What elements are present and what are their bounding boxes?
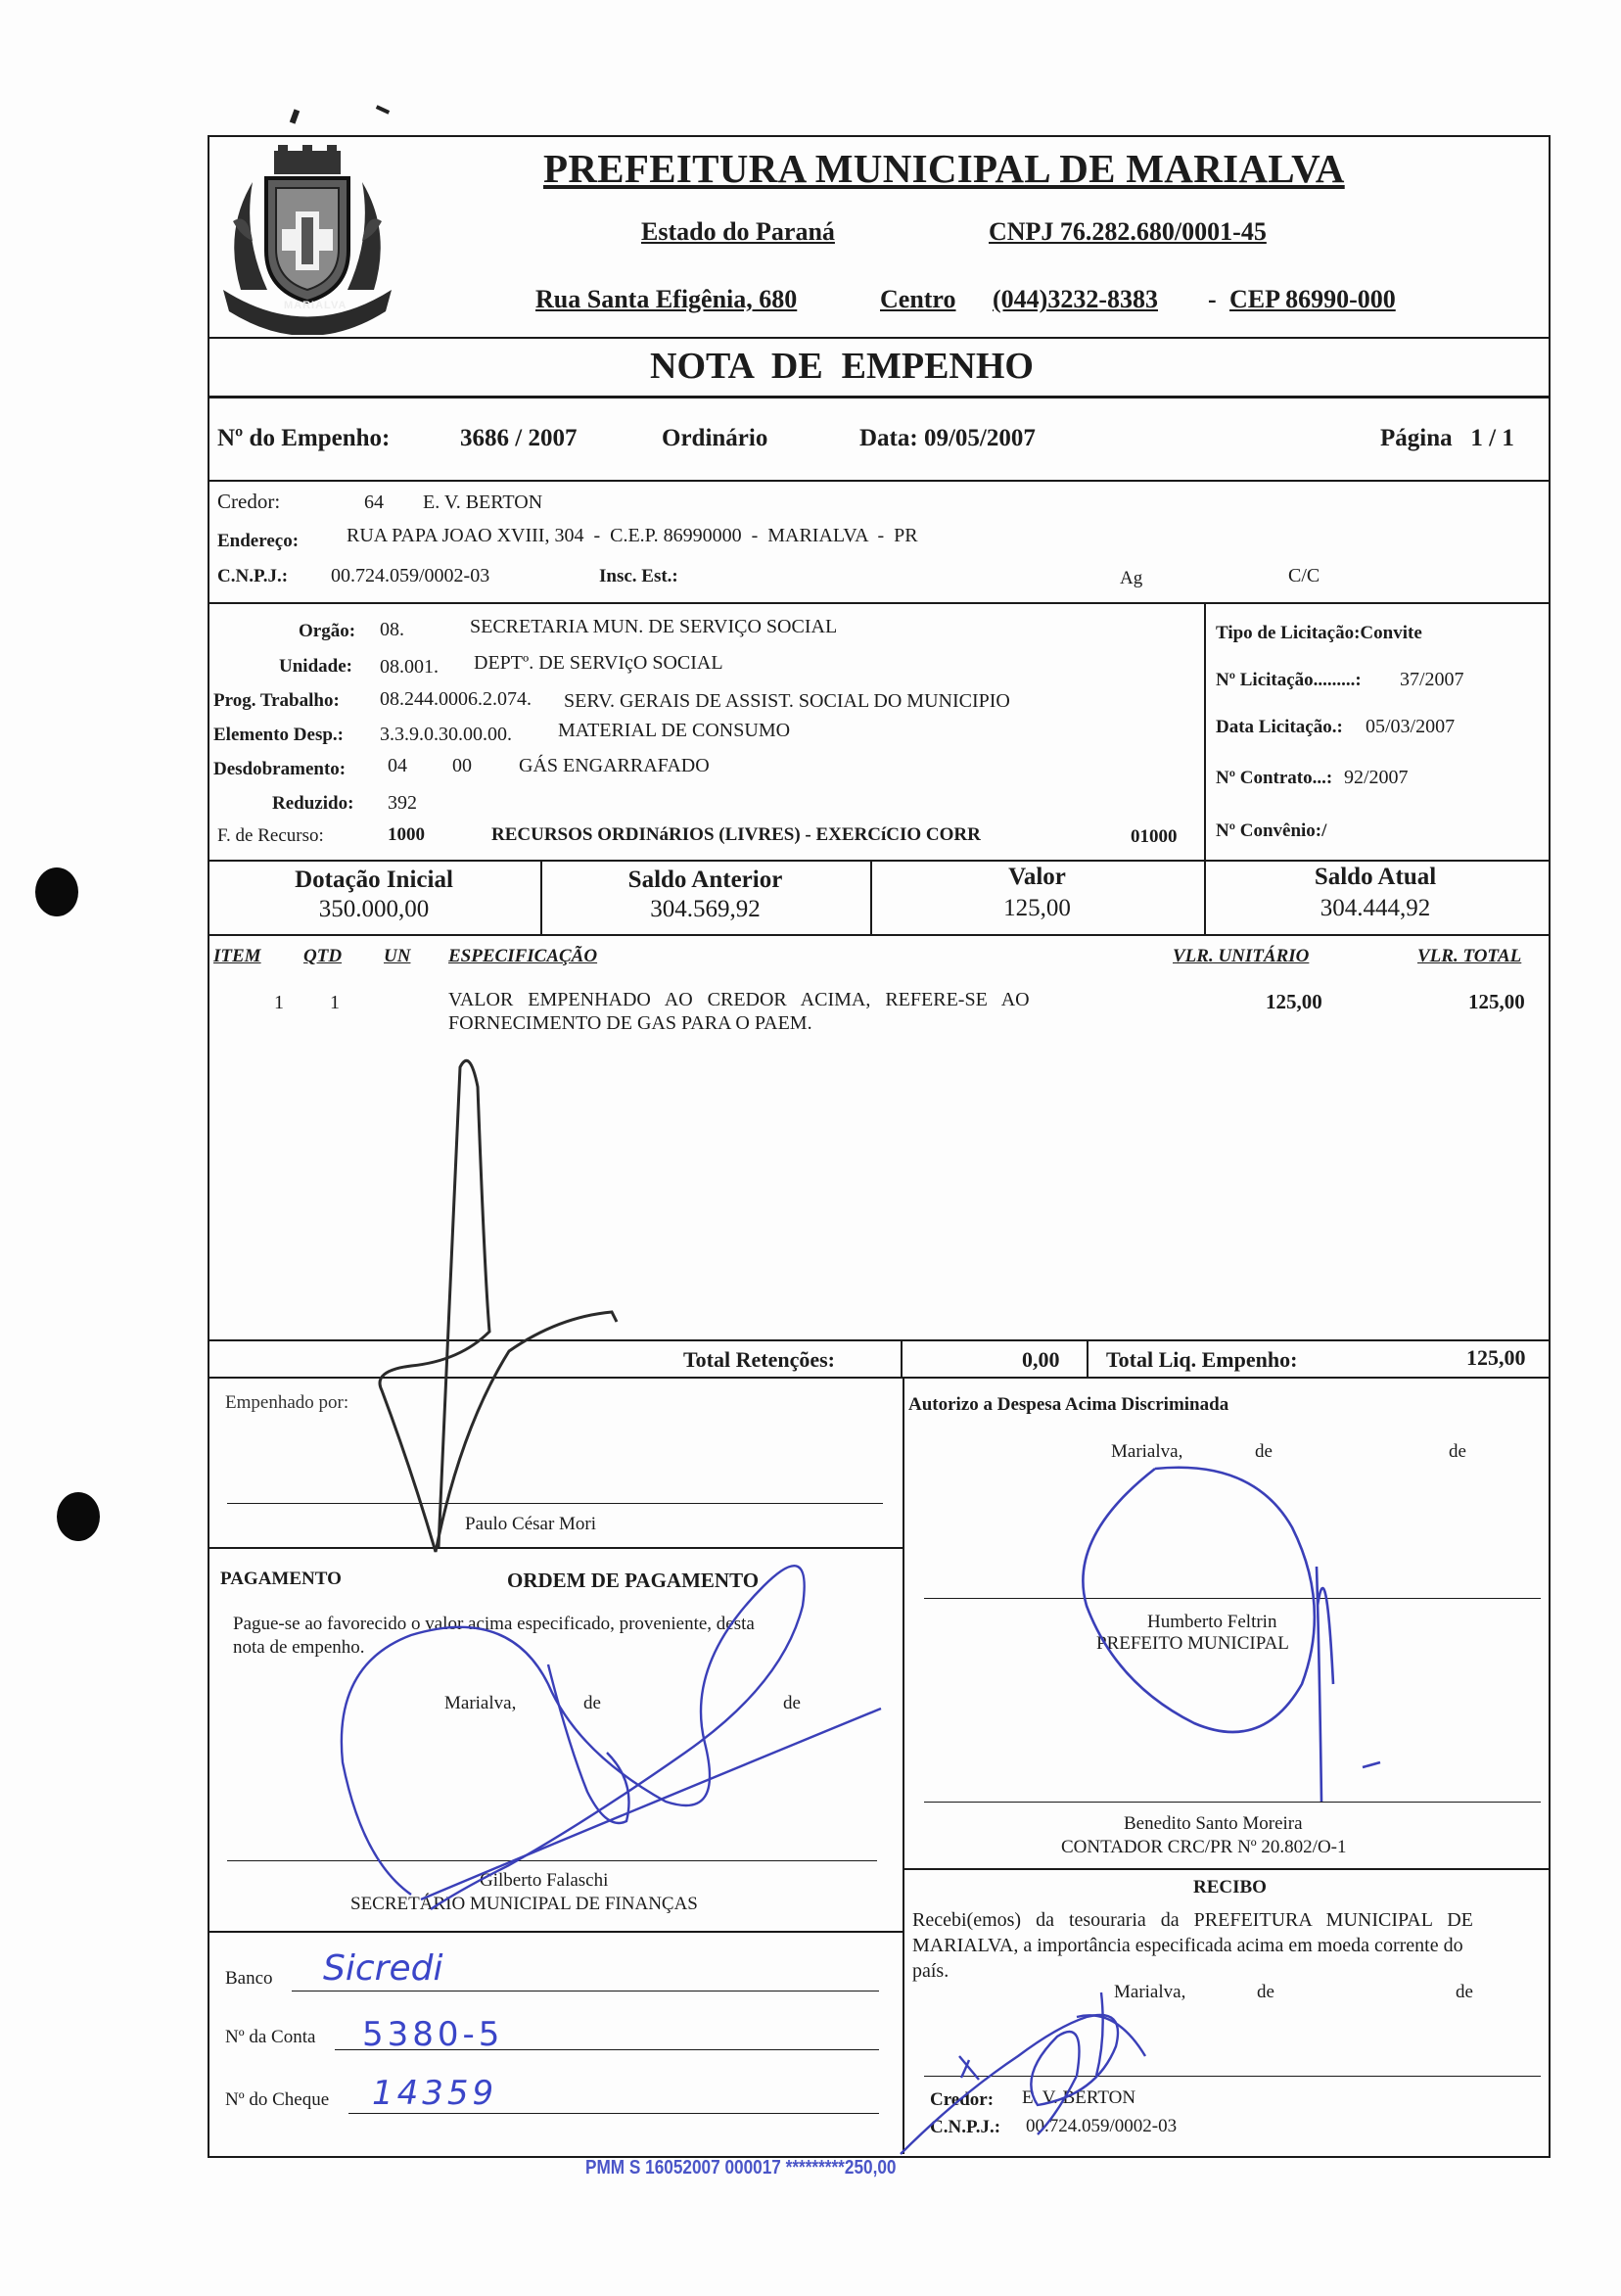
recibo-line2: MARIALVA, a importância especificada acima em moeda corrente do [912, 1935, 1463, 1956]
credor-cnpj: 00.724.059/0002-03 [331, 565, 490, 586]
municipality-title: PREFEITURA MUNICIPAL DE MARIALVA [543, 146, 1345, 191]
empenho-number: 3686 / 2007 [460, 425, 578, 451]
signature-prefeito [1083, 1468, 1380, 1802]
credor-address: RUA PAPA JOAO XVIII, 304 - C.E.P. 86990000 - MARIALVA - PR [347, 525, 918, 546]
elemento-code: 3.3.9.0.30.00.00. [380, 724, 512, 745]
recibo-place: Marialva, [1114, 1982, 1186, 2002]
credor-label: Credor: [217, 490, 281, 513]
municipal-neighborhood: Centro [880, 285, 956, 313]
desdobramento-name: GÁS ENGARRAFADO [519, 755, 710, 776]
autorizo-title: Autorizo a Despesa Acima Discriminada [908, 1394, 1229, 1415]
empenhado-label: Empenhado por: [225, 1392, 349, 1413]
recibo-cnpj-label: C.N.P.J.: [930, 2117, 1001, 2137]
empenho-date: Data: 09/05/2007 [859, 425, 1036, 451]
conta-value: 5380-5 [362, 2015, 504, 2054]
ordem-pagamento-title: ORDEM DE PAGAMENTO [507, 1569, 760, 1592]
contador-role: CONTADOR CRC/PR Nº 20.802/O-1 [1061, 1837, 1347, 1857]
pagamento-de2: de [783, 1693, 801, 1713]
prog-trabalho-code: 08.244.0006.2.074. [380, 688, 532, 710]
licitacao-number-label: Nº Licitação.........: [1216, 670, 1362, 690]
col-qtd-header: QTD [303, 946, 343, 966]
balance-dotacao-value: 350.000,00 [318, 896, 430, 922]
banco-value: Sicredi [323, 1948, 443, 1989]
tipo-licitacao: Tipo de Licitação:Convite [1216, 623, 1422, 643]
prog-trabalho-label: Prog. Trabalho: [213, 690, 340, 711]
unidade-code: 08.001. [380, 656, 439, 678]
banco-label: Banco [225, 1968, 273, 1989]
total-retencoes-label: Total Retenções: [683, 1347, 835, 1372]
recurso-ref: 01000 [1131, 826, 1178, 847]
pagamento-de1: de [583, 1693, 601, 1713]
orgao-label: Orgão: [299, 621, 356, 641]
seal-banner-text: MARIALVA [284, 300, 347, 311]
header-separator: - [1208, 285, 1217, 313]
credor-code: 64 [364, 492, 384, 513]
row-unit-value: 125,00 [1266, 990, 1322, 1013]
total-liq-value: 125,00 [1466, 1345, 1526, 1370]
convenio: Nº Convênio:/ [1216, 820, 1327, 841]
total-liq-label: Total Liq. Empenho: [1106, 1347, 1298, 1372]
cheque-value: 14359 [372, 2074, 498, 2113]
prog-trabalho-name: SERV. GERAIS DE ASSIST. SOCIAL DO MUNICIPIO [564, 690, 1010, 712]
licitacao-number: 37/2007 [1400, 669, 1464, 690]
elemento-label: Elemento Desp.: [213, 725, 344, 745]
balance-valor-label: Valor [1008, 864, 1066, 890]
desdobramento-code: 04 [388, 755, 407, 776]
recurso-code: 1000 [388, 824, 425, 845]
insc-est-label: Insc. Est.: [599, 566, 678, 586]
state-name: Estado do Paraná [641, 217, 835, 246]
total-retencoes-value: 0,00 [1022, 1347, 1060, 1372]
address-label: Endereço: [217, 531, 300, 551]
page-number: Página 1 / 1 [1380, 425, 1514, 451]
credor-name: E. V. BERTON [423, 492, 543, 513]
row-spec-line1: VALOR EMPENHADO AO CREDOR ACIMA, REFERE-SE AO [448, 989, 1030, 1010]
pagamento-label: PAGAMENTO [220, 1569, 342, 1589]
reduzido-value: 392 [388, 792, 417, 814]
pagamento-place: Marialva, [444, 1693, 517, 1713]
bank-stamp: PMM S 16052007 000017 *********250,00 [585, 2157, 897, 2179]
signature-empenhado [380, 1060, 617, 1552]
signature-pagamento [342, 1566, 881, 1909]
empenho-type: Ordinário [662, 425, 768, 451]
conta-label: Nº da Conta [225, 2027, 316, 2047]
recibo-de1: de [1257, 1982, 1274, 2002]
recibo-title: RECIBO [1193, 1877, 1267, 1898]
contrato-label: Nº Contrato...: [1216, 768, 1333, 788]
reduzido-label: Reduzido: [272, 793, 354, 814]
balance-saldo-anterior-value: 304.569,92 [650, 896, 761, 922]
municipal-cep: CEP 86990-000 [1229, 285, 1396, 313]
row-qtd: 1 [330, 992, 340, 1013]
contador-name: Benedito Santo Moreira [1124, 1813, 1303, 1834]
empenhado-signer: Paulo César Mori [465, 1514, 597, 1534]
agency-label: Ag [1120, 568, 1143, 588]
col-unit-header: VLR. UNITÁRIO [1173, 946, 1310, 966]
empenho-number-label: Nº do Empenho: [217, 425, 391, 451]
licitacao-date: 05/03/2007 [1366, 716, 1456, 737]
unidade-name: DEPTº. DE SERVIçO SOCIAL [474, 652, 723, 674]
licitacao-date-label: Data Licitação.: [1216, 717, 1343, 737]
cnpj-label: C.N.P.J.: [217, 566, 289, 586]
row-item: 1 [274, 992, 284, 1013]
document-title: NOTA DE EMPENHO [650, 346, 1034, 387]
recibo-cnpj: 00.724.059/0002-03 [1026, 2116, 1178, 2136]
pagamento-text-line2: nota de empenho. [233, 1637, 365, 1658]
municipal-address: Rua Santa Efigênia, 680 [535, 285, 798, 313]
col-total-header: VLR. TOTAL [1417, 946, 1522, 966]
recibo-de2: de [1456, 1982, 1473, 2002]
col-spec-header: ESPECIFICAÇÃO [448, 946, 598, 966]
prefeito-role: PREFEITO MUNICIPAL [1096, 1633, 1289, 1654]
prefeito-name: Humberto Feltrin [1147, 1612, 1277, 1632]
autorizo-de2: de [1449, 1441, 1466, 1462]
contrato-number: 92/2007 [1344, 767, 1409, 788]
row-total-value: 125,00 [1468, 990, 1525, 1013]
balance-saldo-anterior-label: Saldo Anterior [627, 867, 783, 893]
balance-saldo-atual-label: Saldo Atual [1314, 864, 1437, 890]
elemento-name: MATERIAL DE CONSUMO [558, 720, 791, 741]
pagamento-signer-name: Gilberto Falaschi [480, 1870, 609, 1891]
unidade-label: Unidade: [279, 656, 352, 677]
pagamento-text-line1: Pague-se ao favorecido o valor acima especificado, proveniente, desta [233, 1614, 755, 1634]
recibo-credor-label: Credor: [930, 2089, 995, 2110]
account-label: C/C [1288, 565, 1320, 586]
cheque-label: Nº do Cheque [225, 2089, 330, 2110]
recibo-line3: país. [912, 1960, 949, 1982]
balance-saldo-atual-value: 304.444,92 [1320, 895, 1431, 921]
balance-dotacao-label: Dotação Inicial [295, 867, 453, 893]
municipal-phone: (044)3232-8383 [993, 285, 1158, 313]
municipal-cnpj: CNPJ 76.282.680/0001-45 [989, 217, 1267, 246]
autorizo-de1: de [1255, 1441, 1273, 1462]
balance-valor-value: 125,00 [1003, 895, 1071, 921]
recurso-label: F. de Recurso: [217, 825, 324, 846]
col-un-header: UN [384, 946, 411, 966]
desdobramento-sub: 00 [452, 755, 472, 776]
desdobramento-label: Desdobramento: [213, 759, 347, 779]
signature-recibo [901, 1992, 1145, 2154]
orgao-name: SECRETARIA MUN. DE SERVIÇO SOCIAL [470, 616, 838, 637]
recibo-line1: Recebi(emos) da tesouraria da PREFEITURA MUNICIPAL DE [912, 1909, 1473, 1931]
col-item-header: ITEM [213, 946, 261, 966]
recurso-name: RECURSOS ORDINáRIOS (LIVRES) - EXERCíCIO CORR [491, 824, 981, 845]
autorizo-place: Marialva, [1111, 1441, 1183, 1462]
pagamento-signer-role: SECRETÁRIO MUNICIPAL DE FINANÇAS [350, 1894, 698, 1914]
orgao-code: 08. [380, 619, 404, 640]
recibo-credor-name: E. V. BERTON [1022, 2087, 1136, 2108]
row-spec-line2: FORNECIMENTO DE GAS PARA O PAEM. [448, 1012, 812, 1034]
